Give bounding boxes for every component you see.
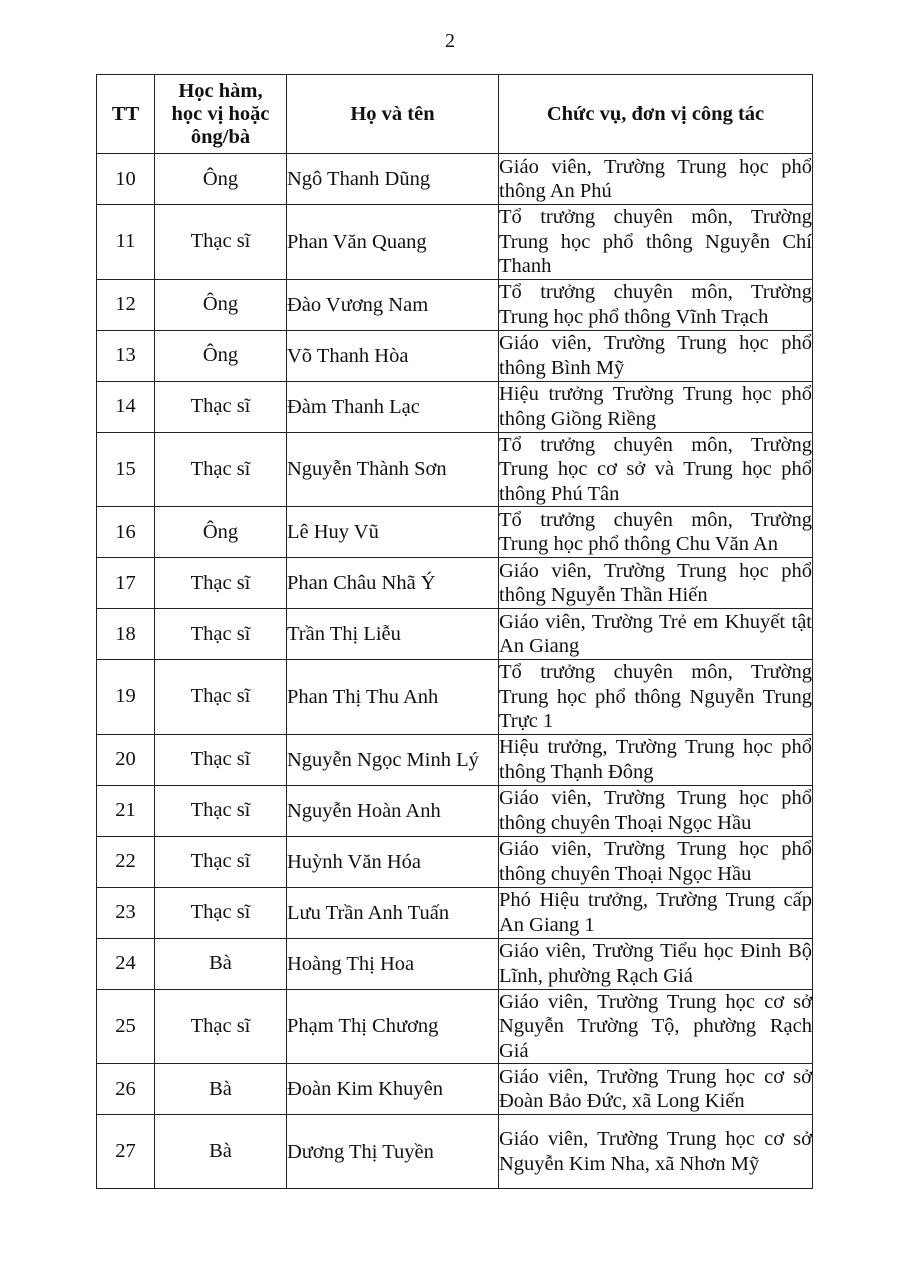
cell-name: Hoàng Thị Hoa — [287, 938, 499, 989]
cell-number: 27 — [97, 1115, 155, 1189]
cell-name: Trần Thị Liễu — [287, 609, 499, 660]
table-row — [97, 989, 813, 1064]
cell-position: Tổ trưởng chuyên môn, Trường Trung học cơ sở và Trung học phổ thông Phú Tân — [499, 433, 812, 505]
cell-name: Phạm Thị Chương — [287, 989, 499, 1064]
table-row — [97, 558, 813, 609]
cell-position: Giáo viên, Trường Trung học phổ thông Bình Mỹ — [499, 330, 813, 381]
table-row — [97, 205, 813, 280]
cell-number: 26 — [97, 1064, 155, 1115]
cell-position: Giáo viên, Trường Trẻ em Khuyết tật An Giang — [499, 609, 813, 660]
cell-name: Phan Thị Thu Anh — [287, 660, 499, 735]
table-row — [97, 1115, 813, 1189]
cell-number: 22 — [97, 836, 155, 887]
cell-name: Lê Huy Vũ — [287, 507, 499, 558]
cell-name: Đoàn Kim Khuyên — [287, 1064, 499, 1115]
cell-position: Giáo viên, Trường Trung học cơ sở Nguyễn Trường Tộ, phường Rạch Giá — [499, 990, 812, 1062]
header-name: Họ và tên — [287, 75, 499, 154]
cell-title: Bà — [155, 1064, 287, 1115]
cell-title: Thạc sĩ — [155, 785, 287, 836]
cell-title: Thạc sĩ — [155, 205, 287, 280]
cell-position: Tổ trưởng chuyên môn, Trường Trung học phổ thông Chu Văn An — [499, 507, 813, 558]
table-row — [97, 785, 813, 836]
cell-position: Hiệu trưởng, Trường Trung học phổ thông Thạnh Đông — [499, 734, 813, 785]
header-position: Chức vụ, đơn vị công tác — [499, 75, 813, 154]
cell-position: Tổ trưởng chuyên môn, Trường Trung học phổ thông Nguyễn Trung Trực 1 — [499, 661, 812, 732]
cell-title: Thạc sĩ — [155, 887, 287, 938]
cell-position: Phó Hiệu trưởng, Trường Trung cấp An Giang 1 — [499, 887, 813, 938]
header-row — [97, 75, 813, 154]
table-row — [97, 154, 813, 205]
cell-position: Giáo viên, Trường Trung học cơ sở Nguyễn Kim Nha, xã Nhơn Mỹ — [499, 1115, 813, 1189]
cell-number: 25 — [97, 989, 155, 1064]
header-tt: TT — [97, 75, 155, 154]
cell-name: Võ Thanh Hòa — [287, 330, 499, 381]
cell-position: Giáo viên, Trường Trung học phổ thông An Phú — [499, 154, 813, 205]
cell-position: Giáo viên, Trường Trung học cơ sở Đoàn Bảo Đức, xã Long Kiến — [499, 1064, 813, 1115]
cell-position: Tổ trưởng chuyên môn, Trường Trung học phổ thông Nguyễn Chí Thanh — [499, 206, 812, 277]
header-title — [155, 75, 287, 154]
cell-number: 16 — [97, 507, 155, 558]
table-row — [97, 836, 813, 887]
cell-number: 12 — [97, 279, 155, 330]
header-title-line: ông/bà — [190, 125, 251, 148]
cell-position: Giáo viên, Trường Trung học phổ thông chuyên Thoại Ngọc Hầu — [499, 836, 813, 887]
cell-name: Đàm Thanh Lạc — [287, 381, 499, 432]
table-row — [97, 734, 813, 785]
cell-title: Bà — [155, 1115, 287, 1189]
table-body — [97, 154, 813, 1189]
cell-number: 23 — [97, 887, 155, 938]
cell-number: 14 — [97, 381, 155, 432]
cell-title: Thạc sĩ — [155, 381, 287, 432]
table-row — [97, 938, 813, 989]
cell-number: 21 — [97, 785, 155, 836]
cell-name: Đào Vương Nam — [287, 279, 499, 330]
cell-number: 15 — [97, 432, 155, 507]
header-title-line: Học hàm, — [178, 79, 263, 102]
cell-position: Giáo viên, Trường Trung học phổ thông chuyên Thoại Ngọc Hầu — [499, 785, 813, 836]
cell-title: Thạc sĩ — [155, 660, 287, 735]
cell-title: Ông — [155, 279, 287, 330]
table-header — [97, 75, 813, 154]
cell-number: 13 — [97, 330, 155, 381]
cell-name: Phan Văn Quang — [287, 205, 499, 280]
cell-title: Thạc sĩ — [155, 836, 287, 887]
cell-title: Thạc sĩ — [155, 734, 287, 785]
cell-position: Giáo viên, Trường Trung học phổ thông Nguyễn Thần Hiến — [499, 558, 813, 609]
cell-name: Nguyễn Hoàn Anh — [287, 785, 499, 836]
cell-name: Lưu Trần Anh Tuấn — [287, 887, 499, 938]
cell-title: Thạc sĩ — [155, 558, 287, 609]
table-row — [97, 432, 813, 507]
table-row — [97, 1064, 813, 1115]
cell-title: Ông — [155, 507, 287, 558]
cell-number: 10 — [97, 154, 155, 205]
cell-number: 20 — [97, 734, 155, 785]
cell-number: 24 — [97, 938, 155, 989]
table-row — [97, 507, 813, 558]
cell-name: Huỳnh Văn Hóa — [287, 836, 499, 887]
cell-name: Ngô Thanh Dũng — [287, 154, 499, 205]
cell-position: Giáo viên, Trường Tiểu học Đinh Bộ Lĩnh, phường Rạch Giá — [499, 938, 813, 989]
cell-number: 17 — [97, 558, 155, 609]
table-row — [97, 887, 813, 938]
table-row — [97, 381, 813, 432]
cell-name: Nguyễn Ngọc Minh Lý — [287, 734, 499, 785]
cell-title: Thạc sĩ — [155, 989, 287, 1064]
cell-number: 11 — [97, 205, 155, 280]
cell-position: Hiệu trưởng Trường Trung học phổ thông Giồng Riềng — [499, 381, 813, 432]
cell-title: Thạc sĩ — [155, 609, 287, 660]
cell-title: Bà — [155, 938, 287, 989]
page-number: 2 — [445, 30, 455, 52]
cell-title: Ông — [155, 330, 287, 381]
cell-number: 19 — [97, 660, 155, 735]
cell-position: Tổ trưởng chuyên môn, Trường Trung học phổ thông Vĩnh Trạch — [499, 279, 813, 330]
cell-name: Phan Châu Nhã Ý — [287, 558, 499, 609]
cell-name: Nguyễn Thành Sơn — [287, 432, 499, 507]
header-title-line: học vị hoặc — [171, 102, 270, 125]
cell-title: Thạc sĩ — [155, 432, 287, 507]
table-row — [97, 660, 813, 735]
cell-title: Ông — [155, 154, 287, 205]
table-row — [97, 330, 813, 381]
cell-number: 18 — [97, 609, 155, 660]
staff-table — [96, 74, 813, 1189]
header-title-text — [172, 80, 270, 148]
table-row — [97, 279, 813, 330]
table-row — [97, 609, 813, 660]
cell-name: Dương Thị Tuyền — [287, 1115, 499, 1189]
